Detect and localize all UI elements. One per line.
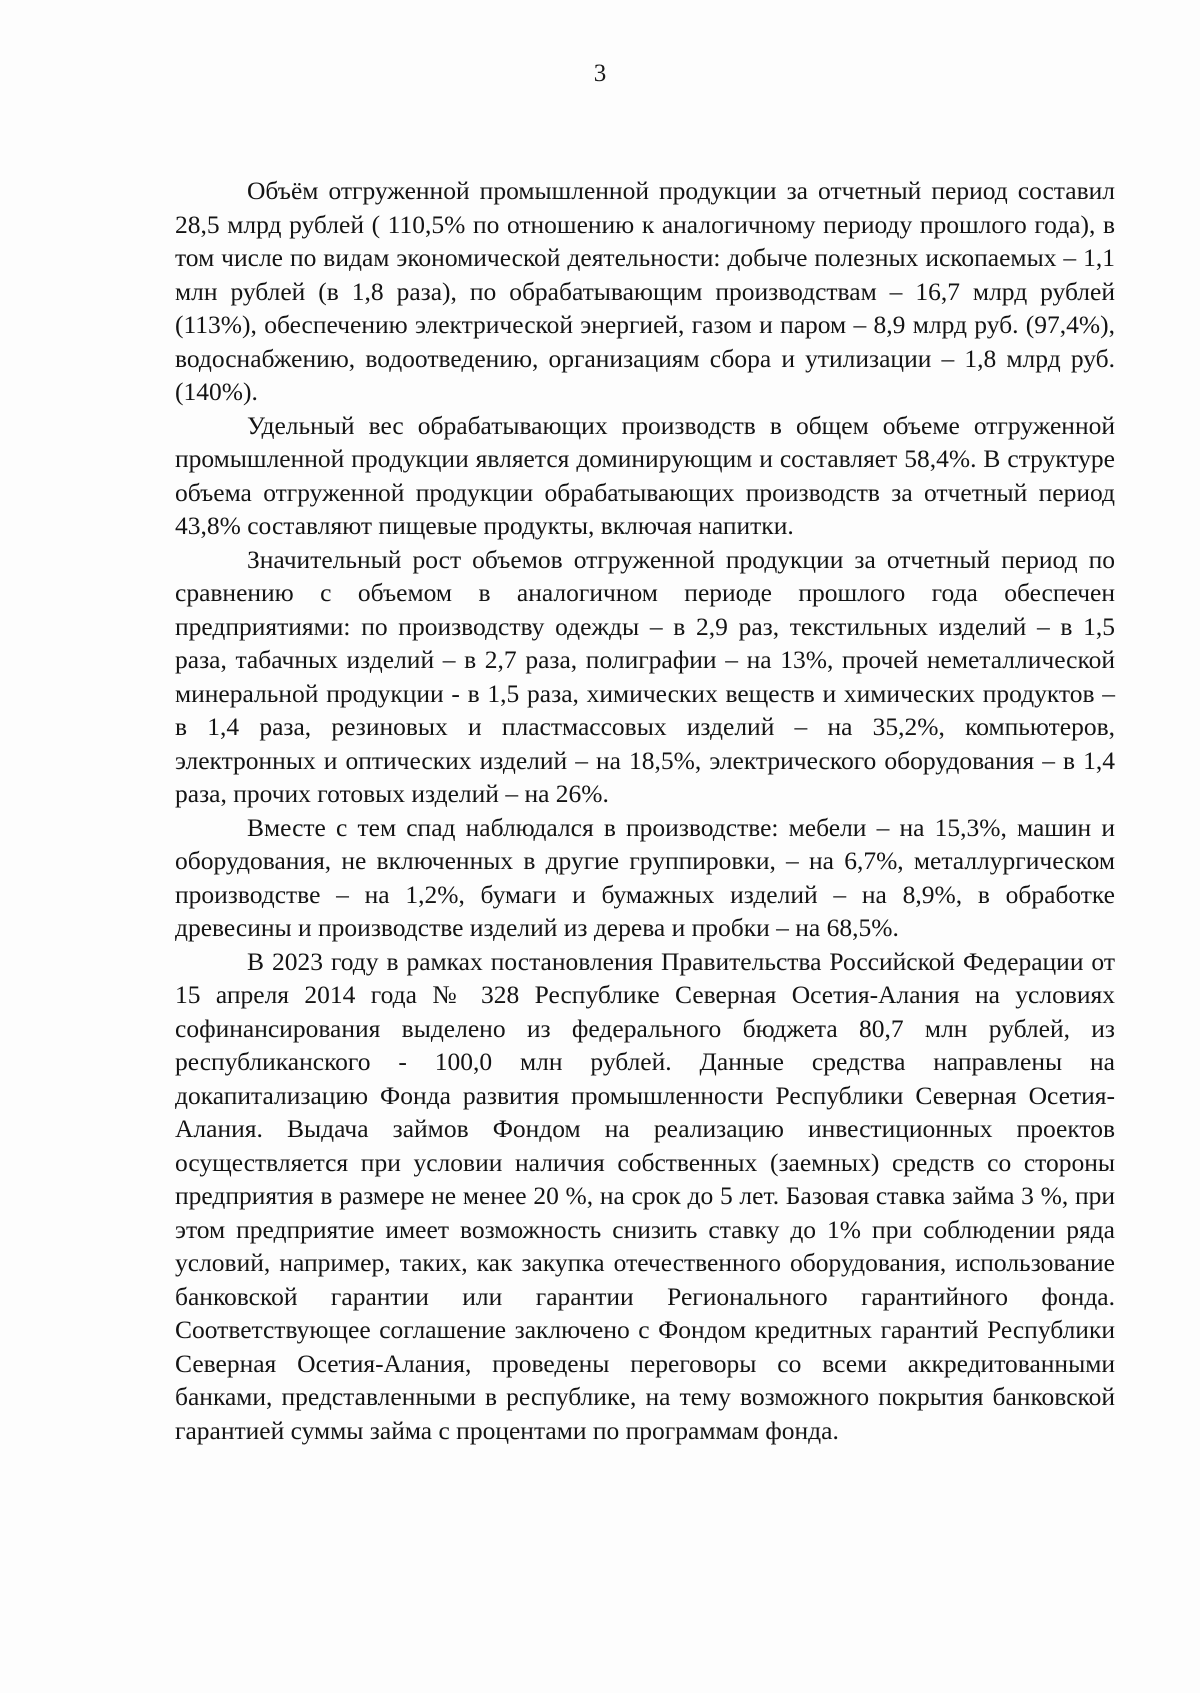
document-body	[175, 174, 1115, 1447]
paragraph-manufacturing-share: Удельный вес обрабатывающих производств в общем объеме отгруженной промышленной продукции является доминирующим и составляет 58,4%. В структуре объема отгруженной продукции обрабатывающих производств за отчетный период 43,8% составляют пищевые продукты, включая напитки.	[175, 410, 1115, 540]
paragraph-industry-fund: В 2023 году в рамках постановления Правительства Российской Федерации от 15 апреля 2014 года № 328 Республике Северная Осетия-Алания на условиях софинансирования выделено из федерального бюджета 80,7 млн рублей, из республиканского - 100,0 млн рублей. Данные средства направлены на докапитализацию Фонда развития промышленности Республики Северная Осетия-Алания. Выдача займов Фондом на реализацию инвестиционных проектов осуществляется при условии наличия собственных (заемных) средств со стороны предприятия в размере не менее 20 %, на срок до 5 лет. Базовая ставка займа 3 %, при этом предприятие имеет возможность снизить ставку до 1% при соблюдении ряда условий, например, таких, как закупка отечественного оборудования, использование банковской гарантии или гарантии Регионального гарантийного фонда. Соответствующее соглашение заключено с Фондом кредитных гарантий Республики Северная Осетия-Алания, проведены переговоры со всеми аккредитованными банками, представленными в республике, на тему возможного покрытия банковской гарантией суммы займа с процентами по программам фонда.	[175, 946, 1115, 1445]
paragraph-shipped-volume: Объём отгруженной промышленной продукции за отчетный период составил 28,5 млрд рублей ( 110,5% по отношению к аналогичному периоду прошлого года), в том числе по видам экономической деятельности: добыче полезных ископаемых – 1,1 млн рублей (в 1,8 раза), по обрабатывающим производствам – 16,7 млрд рублей (113%), обеспечению электрической энергией, газом и паром – 8,9 млрд руб. (97,4%), водоснабжению, водоотведению, организациям сбора и утилизации – 1,8 млрд руб. (140%).	[175, 176, 1115, 406]
paragraph-decline: Вместе с тем спад наблюдался в производстве: мебели – на 15,3%, машин и оборудования, не включенных в другие группировки, – на 6,7%, металлургическом производстве – на 1,2%, бумаги и бумажных изделий – на 8,9%, в обработке древесины и производстве изделий из дерева и пробки – на 68,5%.	[175, 812, 1115, 942]
paragraph-growth: Значительный рост объемов отгруженной продукции за отчетный период по сравнению с объемом в аналогичном периоде прошлого года обеспечен предприятиями: по производству одежды – в 2,9 раз, текстильных изделий – в 1,5 раза, табачных изделий – в 2,7 раза, полиграфии – на 13%, прочей неметаллической минеральной продукции - в 1,5 раза, химических веществ и химических продуктов – в 1,4 раза, резиновых и пластмассовых изделий – на 35,2%, компьютеров, электронных и оптических изделий – на 18,5%, электрического оборудования – в 1,4 раза, прочих готовых изделий – на 26%.	[175, 544, 1115, 808]
page-number: 3	[593, 60, 607, 87]
